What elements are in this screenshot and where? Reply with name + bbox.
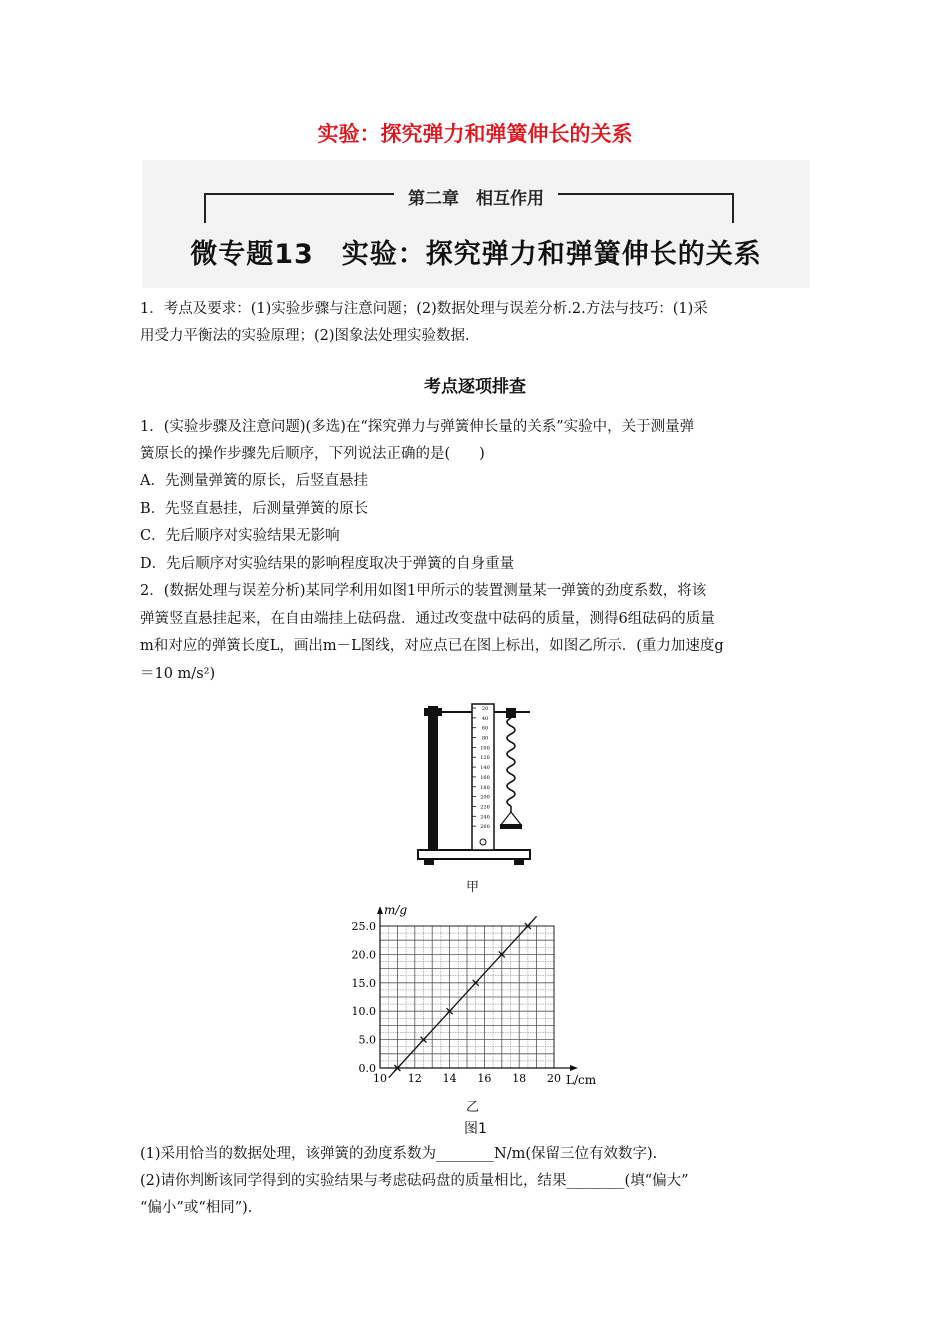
ruler-label: 100 bbox=[480, 745, 490, 752]
ruler-hole bbox=[480, 839, 486, 845]
x-tick-label: 16 bbox=[477, 1072, 492, 1085]
figure-caption: 图1 bbox=[464, 1121, 487, 1137]
spring-clamp bbox=[506, 708, 516, 718]
q2-line-2: 弹簧竖直悬挂起来，在自由端挂上砝码盘．通过改变盘中砝码的质量，测得6组砝码的质量 bbox=[140, 611, 715, 627]
ruler-label: 140 bbox=[480, 765, 490, 772]
q2-sub2-line-1: (2)请你判断该同学得到的实验结果与考虑砝码盘的质量相比，结果________(填“偏大” bbox=[140, 1173, 689, 1189]
chart-grid bbox=[380, 926, 554, 1068]
ruler-label: 220 bbox=[480, 804, 490, 811]
ruler-label: 160 bbox=[480, 774, 490, 781]
ruler-label: 180 bbox=[480, 784, 490, 791]
q1-line-2: 簧原长的操作步骤先后顺序，下列说法正确的是( ) bbox=[140, 446, 485, 462]
y-tick-label: 0.0 bbox=[358, 1062, 376, 1075]
q2-line-3: m和对应的弹簧长度L，画出m－L图线，对应点已在图上标出，如图乙所示．(重力加速度g bbox=[140, 638, 724, 654]
chart-axes bbox=[377, 906, 578, 1071]
q2-sub2-line-2: “偏小”或“相同”). bbox=[140, 1200, 253, 1216]
ruler-label: 80 bbox=[481, 735, 489, 742]
ruler-label: 60 bbox=[481, 725, 489, 732]
x-tick-label: 20 bbox=[547, 1072, 561, 1085]
apparatus-foot-right bbox=[514, 859, 524, 865]
weight-pan bbox=[500, 824, 522, 829]
x-tick-label: 14 bbox=[442, 1072, 457, 1085]
ruler-label: 200 bbox=[480, 794, 490, 801]
spring-apparatus-figure bbox=[410, 700, 540, 868]
ruler-label: 260 bbox=[480, 824, 490, 831]
q1-line-1: 1．(实验步骤及注意问题)(多选)在“探究弹力与弹簧伸长量的关系”实验中，关于测量弹 bbox=[140, 419, 695, 435]
figure-caption-b: 乙 bbox=[466, 1100, 480, 1115]
y-tick-label: 20.0 bbox=[351, 948, 376, 962]
y-tick-label: 15.0 bbox=[351, 976, 376, 990]
topic-heading: 微专题13 实验：探究弹力和弹簧伸长的关系 bbox=[190, 239, 762, 270]
figure-caption-a: 甲 bbox=[466, 880, 480, 895]
q2-line-4: ＝10 m/s²) bbox=[140, 666, 216, 682]
apparatus-stand bbox=[428, 706, 438, 850]
ruler-label: 40 bbox=[481, 715, 489, 722]
y-tick-label: 5.0 bbox=[358, 1033, 376, 1047]
intro-line-2: 用受力平衡法的实验原理；(2)图象法处理实验数据. bbox=[140, 328, 470, 344]
x-axis-arrow bbox=[570, 1065, 578, 1071]
y-tick-label: 10.0 bbox=[351, 1005, 376, 1019]
x-tick-label: 10 bbox=[373, 1072, 387, 1085]
chapter-banner bbox=[142, 160, 810, 288]
spring-coil bbox=[507, 718, 515, 806]
y-axis-arrow bbox=[377, 906, 383, 914]
x-tick-label: 12 bbox=[407, 1072, 422, 1085]
x-axis-label: L/cm bbox=[566, 1073, 597, 1087]
ruler-label: 120 bbox=[480, 755, 490, 762]
q1-option-a: A．先测量弹簧的原长，后竖直悬挂 bbox=[140, 473, 368, 489]
q1-option-c: C．先后顺序对实验结果无影响 bbox=[140, 528, 340, 544]
q1-option-b: B．先竖直悬挂，后测量弹簧的原长 bbox=[140, 501, 369, 517]
chapter-label: 第二章 相互作用 bbox=[408, 189, 544, 209]
section-title: 考点逐项排查 bbox=[424, 377, 526, 397]
apparatus-foot-left bbox=[424, 859, 434, 865]
ruler-label: 20 bbox=[481, 706, 489, 712]
chart-tick-labels bbox=[352, 920, 562, 1085]
q1-option-d: D．先后顺序对实验结果的影响程度取决于弹簧的自身重量 bbox=[140, 556, 515, 572]
ruler-label: 240 bbox=[480, 814, 490, 821]
y-tick-label: 25.0 bbox=[351, 920, 376, 933]
q2-line-1: 2．(数据处理与误差分析)某同学利用如图1甲所示的装置测量某一弹簧的劲度系数，将该 bbox=[140, 583, 707, 599]
page-title: 实验：探究弹力和弹簧伸长的关系 bbox=[317, 122, 633, 146]
intro-line-1: 1．考点及要求：(1)实验步骤与注意问题；(2)数据处理与误差分析.2.方法与技巧：(1)采 bbox=[140, 301, 708, 317]
pan-string-left bbox=[500, 812, 511, 826]
q2-sub1: (1)采用恰当的数据处理，该弹簧的劲度系数为________N/m(保留三位有效数字). bbox=[140, 1146, 658, 1162]
m-L-chart bbox=[340, 898, 630, 1098]
y-axis-label: m/g bbox=[384, 903, 408, 917]
x-tick-label: 18 bbox=[512, 1072, 527, 1085]
pan-string-right bbox=[511, 812, 522, 826]
apparatus-base bbox=[418, 850, 530, 859]
